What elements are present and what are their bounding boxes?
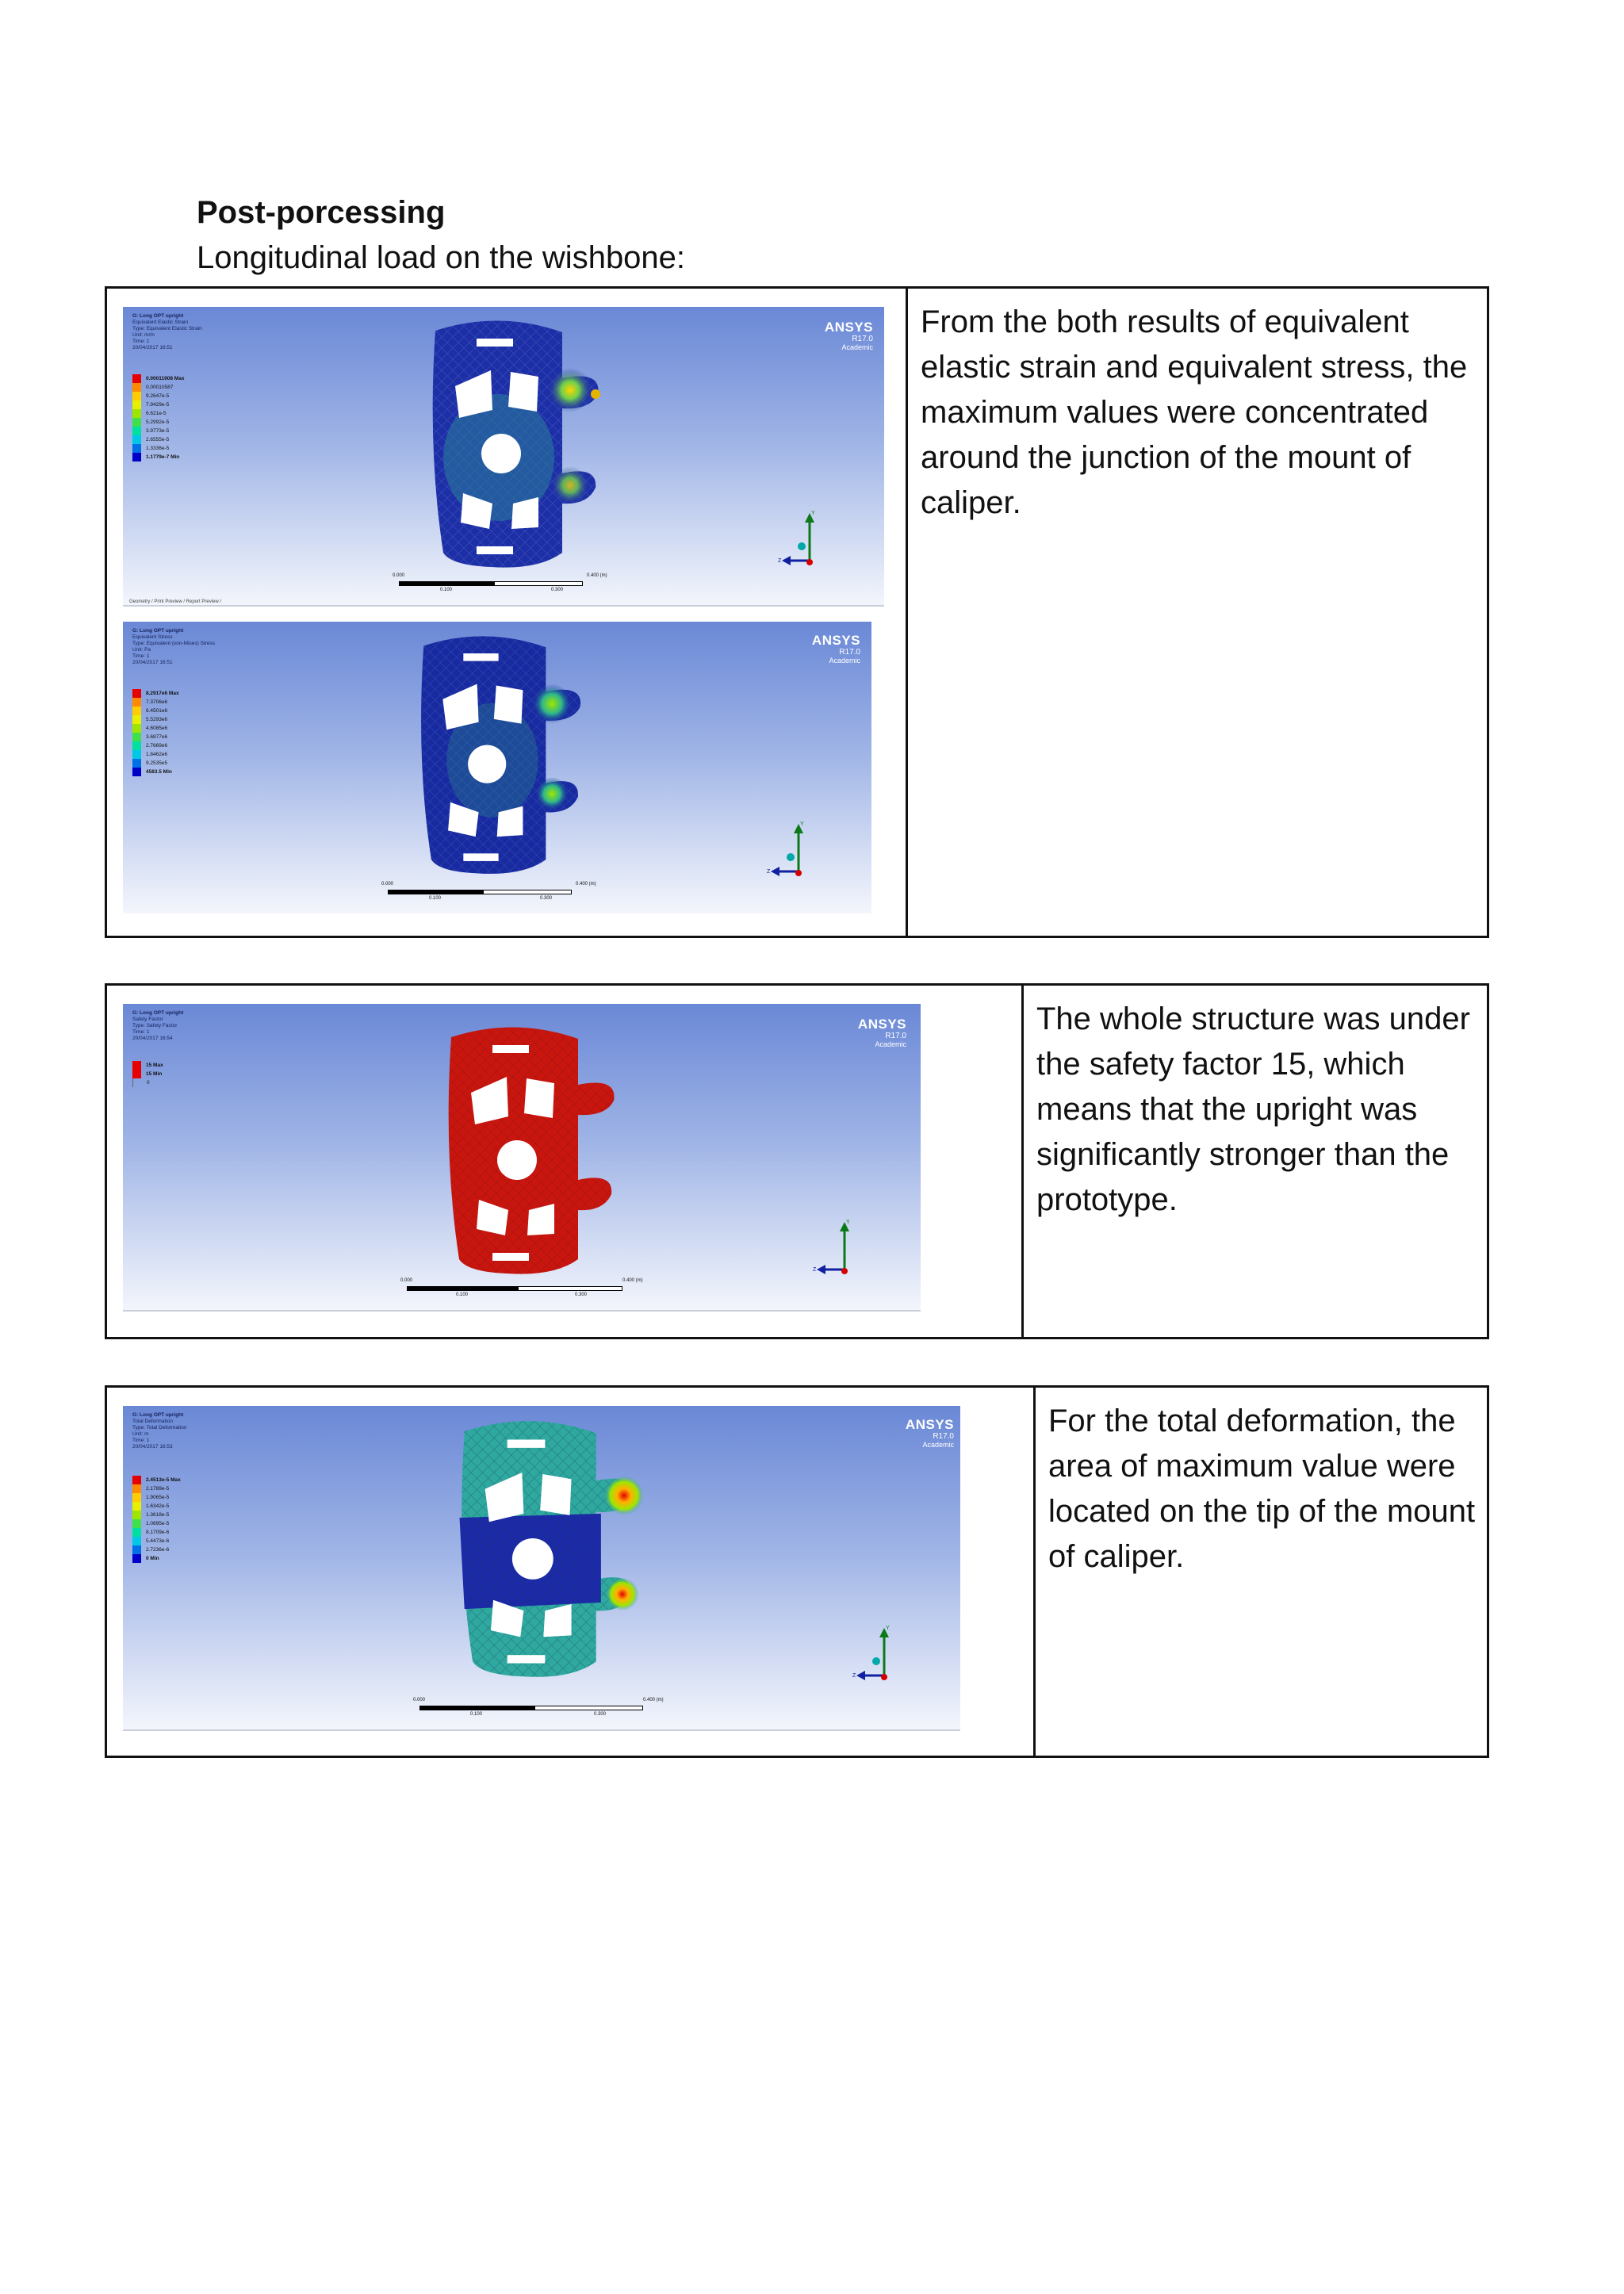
results-table-strain-stress [105,286,1489,938]
scale-bar: 0.000 0.400 (m) 0.100 0.300 [381,882,596,901]
svg-text:Y: Y [800,821,804,827]
svg-text:Z: Z [767,869,771,875]
ansys-screenshot-safety-factor [123,1004,921,1312]
result-info: G: Long OPT upright Total Deformation Type: Total Deformation Unit: m Time: 1 20/04/2017 16:53 [132,1412,187,1450]
svg-text:Y: Y [886,1626,890,1631]
contour-legend: 15 Max 15 Min 0 [132,1061,163,1087]
axis-triad [767,816,830,887]
ansys-logo: ANSYS R17.0 Academic [857,1017,906,1048]
table-description: From the both results of equivalent elastic strain and equivalent stress, the maximum values were concentrated around the junction of the mount of caliper. [921,304,1468,520]
svg-text:Z: Z [778,558,782,564]
axis-triad [813,1214,876,1285]
result-info: G: Long OPT upright Equivalent Elastic Strain Type: Equivalent Elastic Strain Unit: m/m Time: 1 20/04/2017 16:51 [132,313,202,350]
svg-text:Z: Z [813,1267,817,1273]
result-info: G: Long OPT upright Equivalent Stress Type: Equivalent (von-Mises) Stress Unit: Pa Time: 1 20/04/2017 16:51 [132,628,216,665]
table-description: For the total deformation, the area of maximum value were located on the tip of the mount of caliper. [1048,1404,1476,1574]
table-divider [1033,1388,1036,1756]
ansys-screenshot-stress [123,622,871,913]
axis-triad [852,1620,916,1691]
contour-legend: 2.4513e-5 Max 2.1789e-5 1.9065e-5 1.6342e-5 1.3618e-5 1.0895e-5 8.1709e-6 5.4473e-6 2.7236e-6 0 Min [132,1476,181,1563]
ansys-logo: ANSYS R17.0 Academic [905,1417,954,1449]
axis-triad [778,505,841,576]
upright-model [408,630,615,883]
table-divider [906,289,908,936]
page-subheading: Longitudinal load on the wishbone: [197,240,686,275]
result-info: G: Long OPT upright Safety Factor Type: Safety Factor Time: 1 20/04/2017 16:54 [132,1010,184,1041]
page-heading: Post-porcessing [197,195,446,230]
panel-tabs: Geometry / Print Preview / Report Preview / [129,599,222,604]
ansys-logo: ANSYS R17.0 Academic [811,633,860,664]
ansys-screenshot-total-deformation [123,1406,960,1731]
results-table-safety [105,983,1489,1339]
upright-model [448,1414,670,1687]
svg-text:Y: Y [811,511,815,516]
contour-legend: 0.00011908 Max 0.00010587 9.2647e-5 7.9429e-5 6.621e-5 5.2992e-5 3.9773e-5 2.6555e-5 1.3336e-5 1.1779e-7 Min [132,374,184,461]
table-divider [1021,986,1024,1337]
scale-bar: 0.000 0.400 (m) 0.100 0.300 [413,1698,664,1717]
svg-text:Z: Z [852,1673,856,1679]
upright-model [435,1021,649,1283]
upright-model [419,315,634,576]
results-table-deformation [105,1385,1489,1758]
table-description: The whole structure was under the safety factor 15, which means that the upright was significantly stronger than the prototype. [1036,1001,1470,1217]
scale-bar: 0.000 0.400 (m) 0.100 0.300 [400,1278,643,1297]
svg-text:Y: Y [846,1220,850,1225]
ansys-screenshot-strain [123,307,884,607]
contour-legend: 8.2917e6 Max 7.3706e6 6.4501e6 5.5293e6 4.6085e6 3.6877e6 2.7669e6 1.8462e6 9.2535e5 4583.5 Min [132,689,179,776]
ansys-logo: ANSYS R17.0 Academic [824,320,873,351]
scale-bar: 0.000 0.400 (m) 0.100 0.300 [393,573,607,592]
